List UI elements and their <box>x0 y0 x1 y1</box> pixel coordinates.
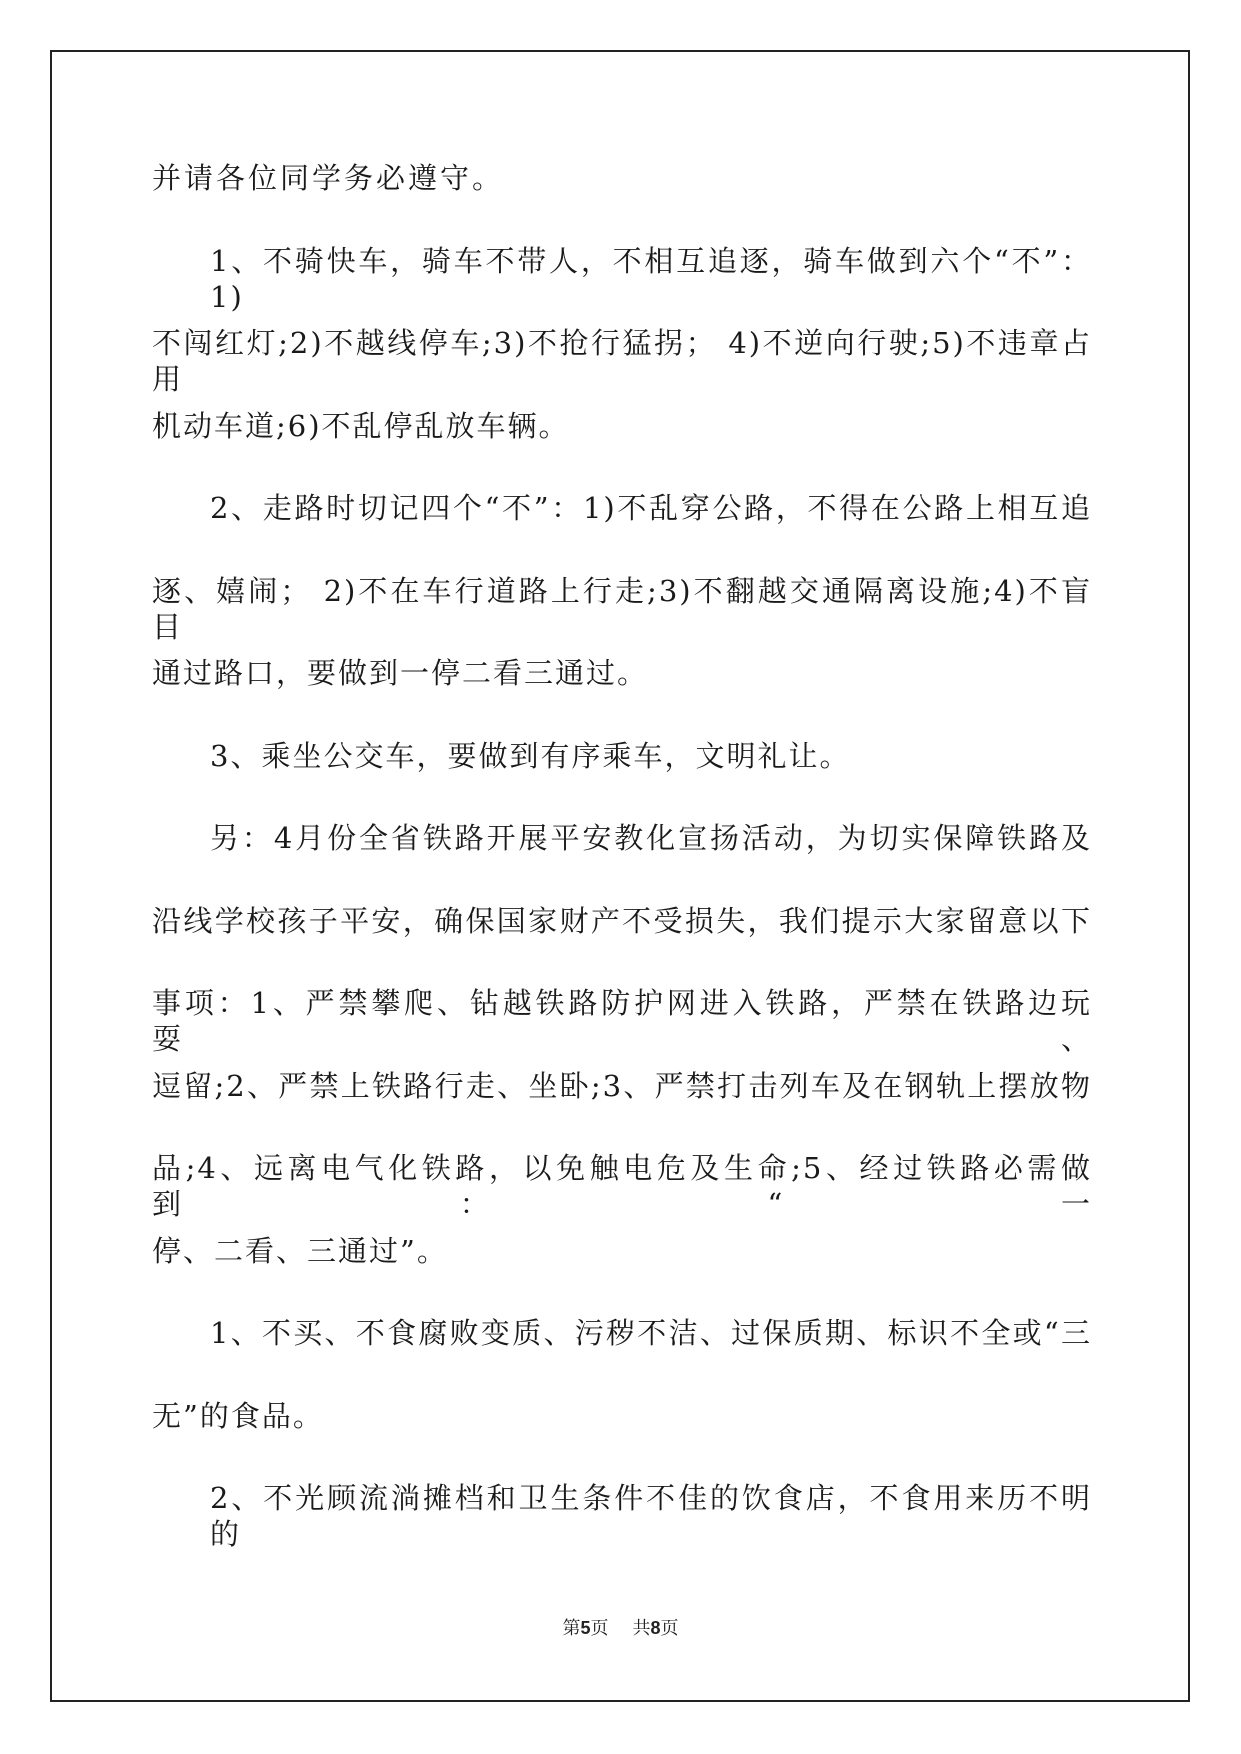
page-number: 5 <box>580 1618 591 1638</box>
text-line: 2、走路时切记四个“不”：1)不乱穿公路，不得在公路上相互追 <box>210 491 1092 525</box>
page-label-prefix: 第 <box>562 1618 581 1639</box>
text-line: 并请各位同学务必遵守。 <box>152 161 505 195</box>
page-footer <box>0 1614 1241 1640</box>
page-label-suffix: 页 <box>590 1618 609 1639</box>
text-line: 沿线学校孩子平安，确保国家财产不受损失，我们提示大家留意以下 <box>152 903 1092 938</box>
text-line: 2、不光顾流淌摊档和卫生条件不佳的饮食店，不食用来历不明的 <box>210 1481 1092 1551</box>
total-pages: 8 <box>650 1618 661 1638</box>
text-line: 通过路口，要做到一停二看三通过。 <box>152 656 649 690</box>
text-line: 3、乘坐公交车，要做到有序乘车，文明礼让。 <box>210 738 851 773</box>
text-line: 逐、嬉闹； 2)不在车行道路上行走;3)不翻越交通隔离设施;4)不盲目 <box>152 573 1092 644</box>
total-label-prefix: 共 <box>632 1618 651 1639</box>
text-line: 无”的食品。 <box>152 1398 324 1433</box>
text-line: 机动车道;6)不乱停乱放车辆。 <box>152 408 570 443</box>
text-line: 事项：1、严禁攀爬、钻越铁路防护网进入铁路，严禁在铁路边玩耍、 <box>152 986 1092 1056</box>
text-line: 1、不买、不食腐败变质、污秽不洁、过保质期、标识不全或“三 <box>210 1316 1092 1350</box>
text-line: 不闯红灯;2)不越线停车;3)不抢行猛拐； 4)不逆向行驶;5)不违章占用 <box>152 326 1092 396</box>
text-line: 1、不骑快车，骑车不带人，不相互追逐，骑车做到六个“不”：1) <box>210 243 1092 314</box>
text-line: 品;4、远离电气化铁路，以免触电危及生命;5、经过铁路必需做到：“一 <box>152 1151 1092 1221</box>
text-line: 逗留;2、严禁上铁路行走、坐卧;3、严禁打击列车及在钢轨上摆放物 <box>152 1068 1092 1103</box>
text-line: 停、二看、三通过”。 <box>152 1233 448 1268</box>
document-body <box>152 160 1092 1563</box>
text-line: 另：4月份全省铁路开展平安教化宣扬活动，为切实保障铁路及 <box>210 821 1092 855</box>
total-label-suffix: 页 <box>660 1618 679 1639</box>
